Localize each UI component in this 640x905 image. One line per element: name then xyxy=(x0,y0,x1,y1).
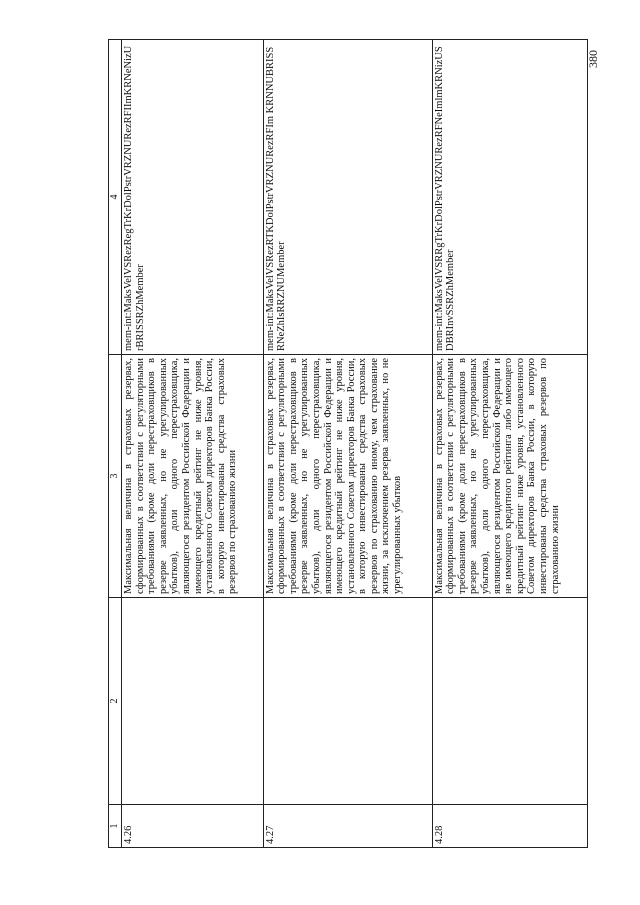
data-table xyxy=(108,39,588,848)
row-number: 4.26 xyxy=(122,805,264,848)
table-row xyxy=(263,40,432,848)
row-code: mem-int:MaksVelVSRezRTKDolPstrVRZNURezRFIm KRNNUBRISSRNeZhIsRRZNUMember xyxy=(263,40,432,355)
rotated-table-container xyxy=(108,45,588,848)
table-header-row xyxy=(109,40,122,848)
row-col-2 xyxy=(122,598,264,805)
row-col-2 xyxy=(432,598,587,805)
row-description: Максимальная величина в страховых резервах, сформированных в соответствии с регуляторными требованиями (кроме доли перестраховщиков в резерве заявленных, но не урегулированных убытков), доли одного перестраховщика, являющегося резидентом Российской Федерации и имеющего кредитный рейтинг не ниже уровня, установленного Советом директоров Банка России, в которую инвестированы средства страховых резервов по страхованию жизни xyxy=(122,355,264,598)
row-col-2 xyxy=(263,598,432,805)
row-description: Максимальная величина в страховых резервах, сформированных в соответствии с регуляторными требованиями (кроме доли перестраховщиков в резерве заявленных, но не урегулированных убытков), доли одного перестраховщика, являющегося резидентом Российской Федерации и имеющего кредитный рейтинг не ниже уровня, установленного Советом директоров Банка России, в которую инвестированы средства страховых резервов по страхованию иному, чем страхование жизни, за исключением резерва заявленных, но не урегулированных убытков xyxy=(263,355,432,598)
page-number: 380 xyxy=(586,50,600,68)
header-col-2: 2 xyxy=(109,598,122,805)
header-col-3: 3 xyxy=(109,355,122,598)
row-number: 4.28 xyxy=(432,805,587,848)
row-code: mem-int:MaksVelVSRezRegTrKrDolPstrVRZNURezRFIImKRNeNizUrBRISSRZhMember xyxy=(122,40,264,355)
table-row xyxy=(122,40,264,848)
table-row xyxy=(432,40,587,848)
row-number: 4.27 xyxy=(263,805,432,848)
header-col-4: 4 xyxy=(109,40,122,355)
header-col-1: 1 xyxy=(109,805,122,848)
row-description: Максимальная величина в страховых резервах, сформированных в соответствии с регуляторными требованиями (кроме доли перестраховщиков в резерве заявленных, но не урегулированных убытков), доли одного перестраховщика, являющегося резидентом Российской Федерации и не имеющего кредитного рейтинга либо имеющего кредитный рейтинг ниже уровня, установленного Советом директоров Банка России, в которую инвестированы средства страховых резервов по страхованию жизни xyxy=(432,355,587,598)
row-code: mem-int:MaksVelVSRRgTrKrDolPstrVRZNURezRFNeImlmKRNizUSDBRInvSSRZhMember xyxy=(432,40,587,355)
